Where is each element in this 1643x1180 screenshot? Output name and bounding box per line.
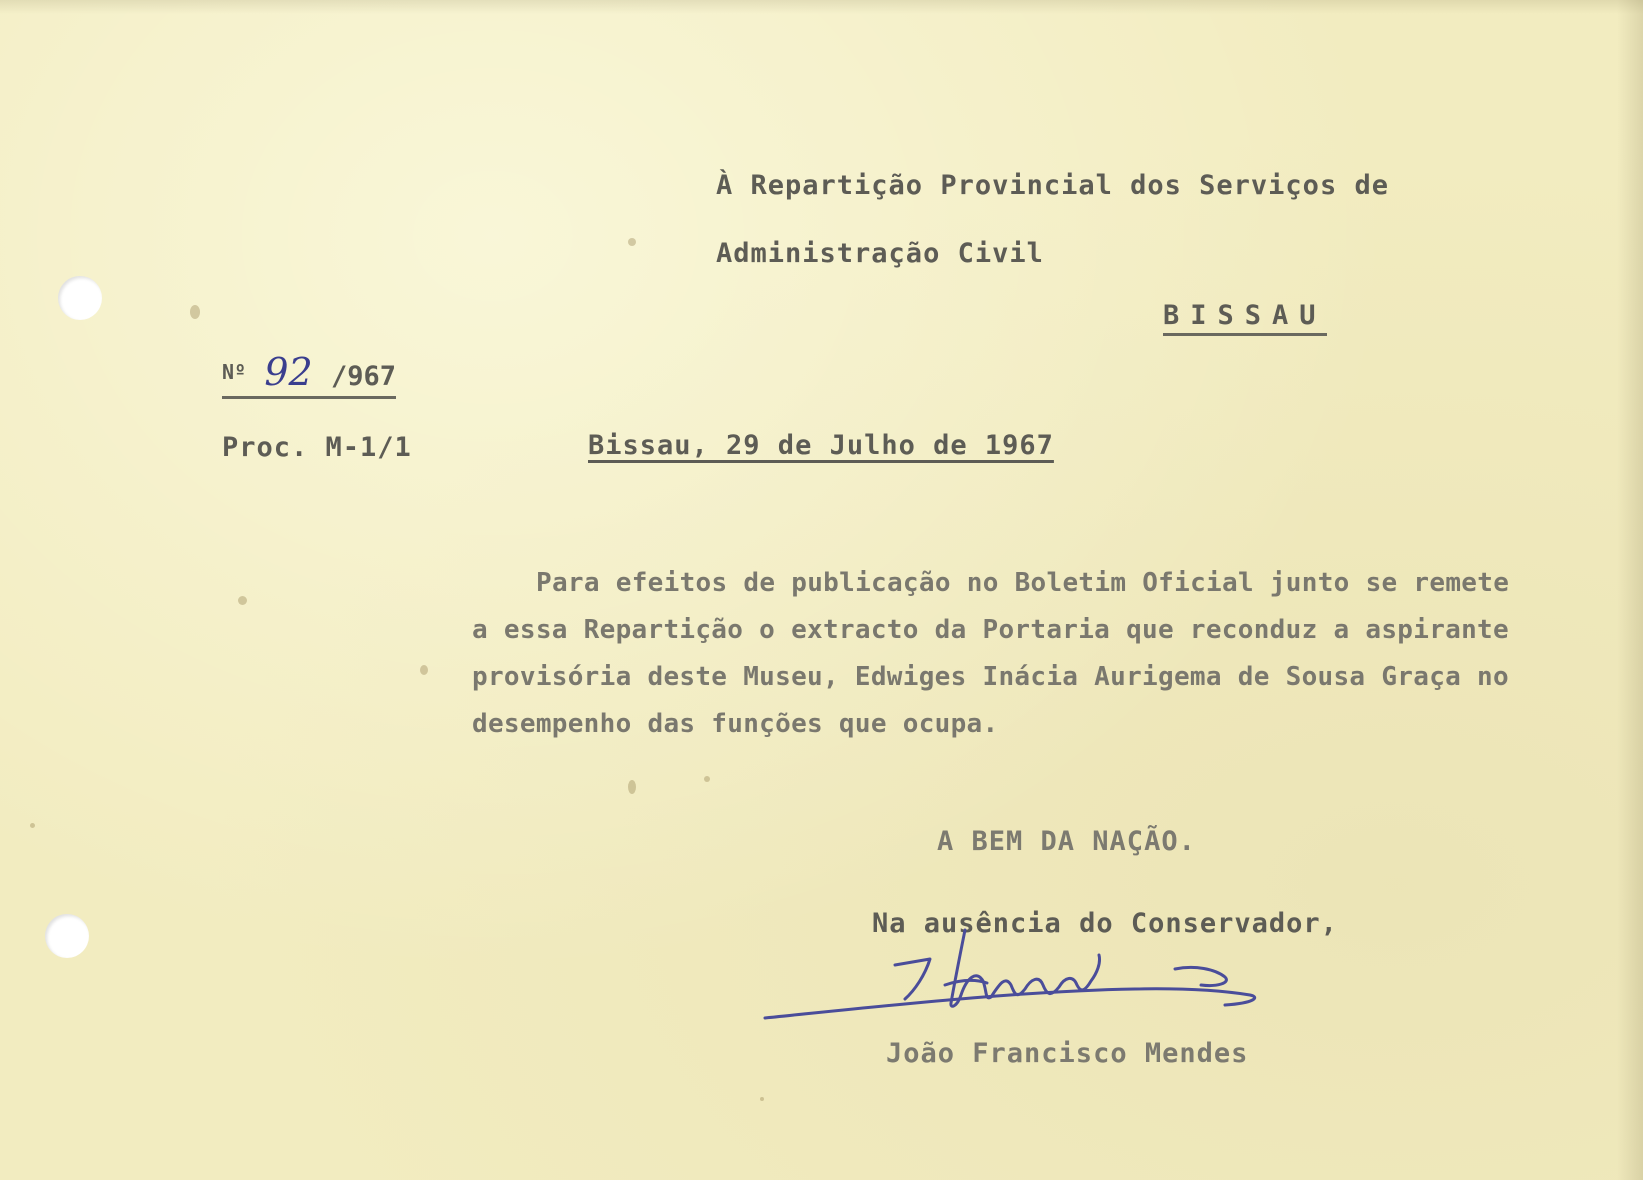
handwritten-signature — [755, 925, 1295, 1035]
paper-speck — [30, 823, 35, 828]
paper-speck — [420, 665, 428, 675]
reference-number — [222, 350, 396, 399]
paper-speck — [238, 596, 247, 605]
addressee-city: BISSAU — [1163, 300, 1327, 336]
paper-speck — [704, 776, 710, 782]
paper-speck — [760, 1097, 764, 1101]
paper-speck — [628, 780, 636, 794]
body-line-3: provisória deste Museu, Edwiges Inácia Aurigema de Sousa Graça no — [472, 662, 1509, 692]
addressee-line-1: À Repartição Provincial dos Serviços de — [716, 170, 1389, 201]
paper-top-edge — [0, 0, 1643, 14]
reference-number-handwritten: 92 — [264, 350, 313, 394]
closing-formula: A BEM DA NAÇÃO. — [937, 826, 1196, 857]
process-reference: Proc. M-1/1 — [222, 432, 412, 463]
body-line-2: a essa Repartição o extracto da Portaria que reconduz a aspirante — [472, 615, 1509, 645]
paper-right-edge — [1617, 0, 1643, 1180]
body-line-4: desempenho das funções que ocupa. — [472, 709, 999, 739]
letter-body — [472, 560, 1552, 748]
reference-number-prefix: Nº — [222, 360, 247, 384]
date-line: Bissau, 29 de Julho de 1967 — [588, 430, 1054, 461]
paper-speck — [190, 305, 200, 319]
addressee-line-2: Administração Civil — [716, 238, 1044, 269]
paper-speck — [628, 238, 636, 246]
body-line-1: Para efeitos de publicação no Boletim Oficial junto se remete — [536, 568, 1510, 598]
punch-hole-top — [58, 276, 102, 320]
reference-number-year: /967 — [330, 361, 397, 392]
absence-line: Na ausência do Conservador, — [872, 908, 1338, 939]
punch-hole-bottom — [45, 914, 89, 958]
signatory-name: João Francisco Mendes — [886, 1038, 1249, 1069]
